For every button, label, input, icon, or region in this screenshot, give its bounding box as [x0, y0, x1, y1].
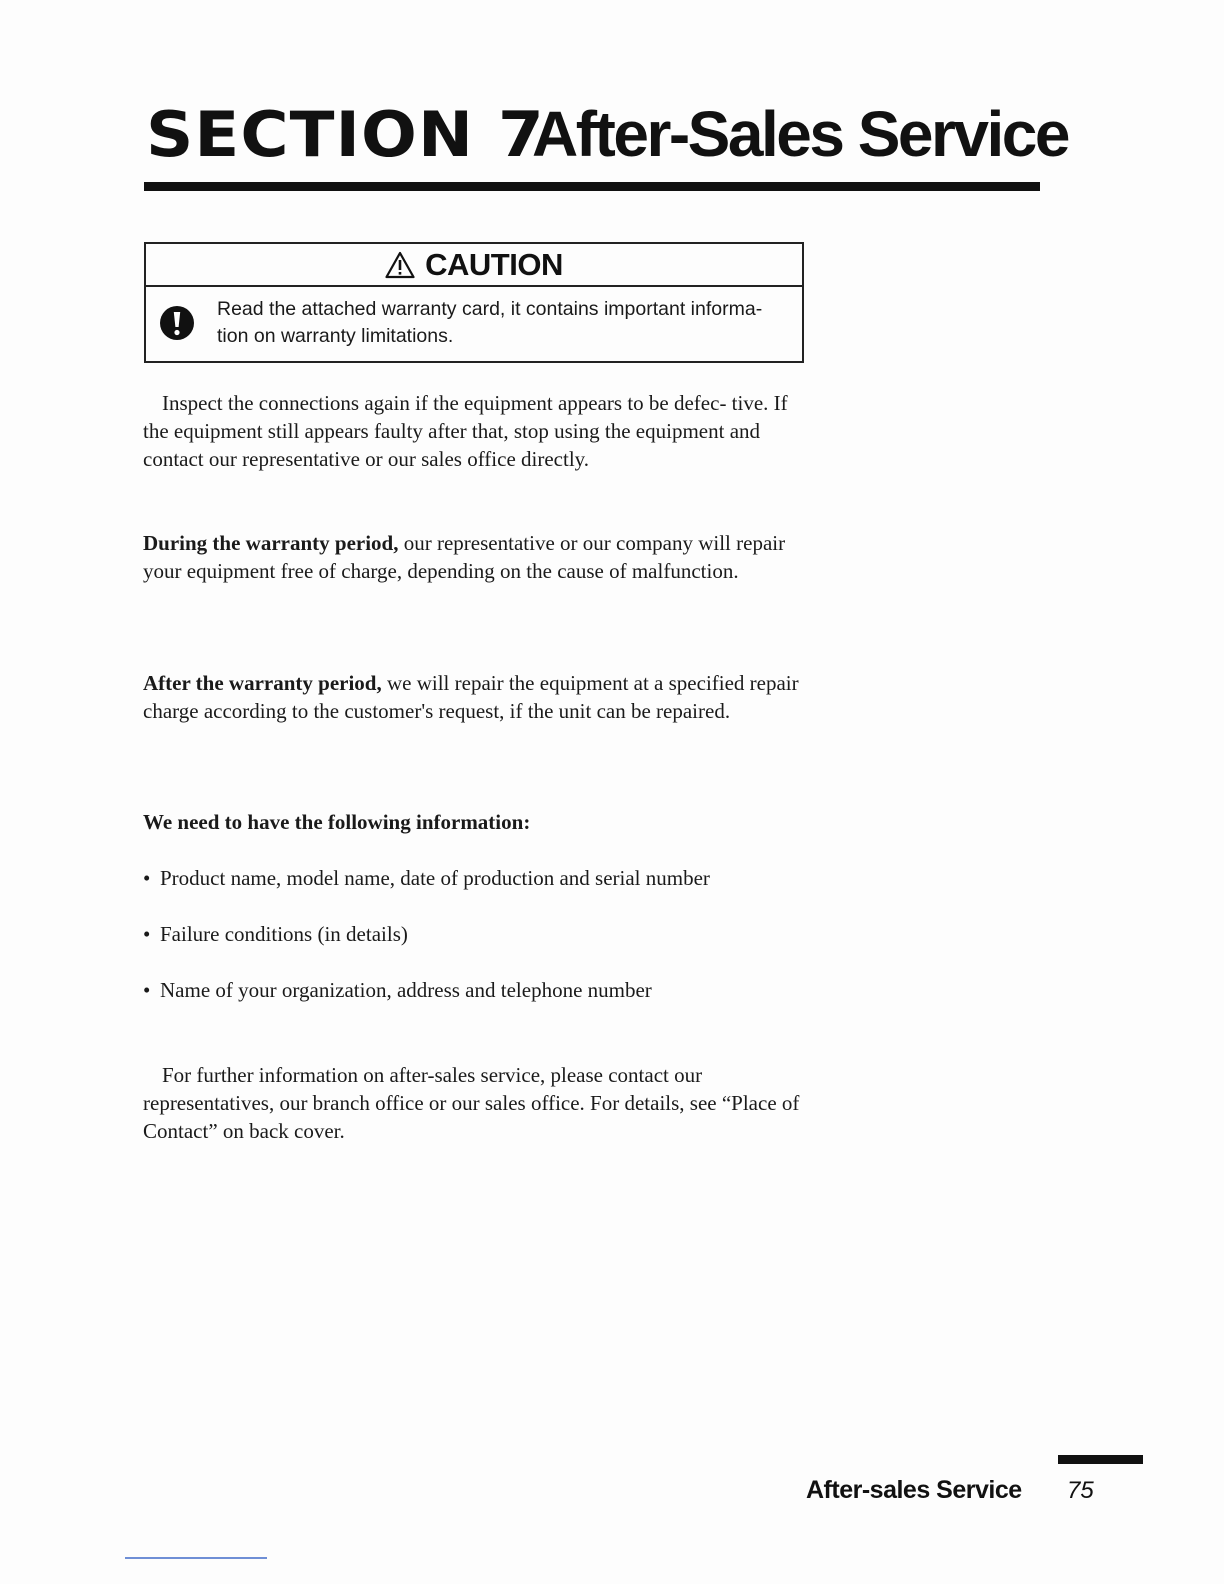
footer-rule: [1058, 1455, 1143, 1464]
info-heading: We need to have the following information:: [143, 810, 531, 834]
page-number: 75: [1067, 1477, 1094, 1504]
footer-title: After-sales Service: [806, 1476, 1022, 1504]
after-warranty-paragraph: [143, 669, 813, 725]
bullet-text: Failure conditions (in details): [160, 922, 408, 946]
list-item: [143, 920, 823, 948]
scan-mark: [125, 1557, 267, 1559]
caution-title: CAUTION: [425, 246, 563, 282]
caution-text: [217, 296, 797, 350]
title-rule: [144, 182, 1040, 191]
after-warranty-lead: After the warranty period,: [143, 671, 382, 695]
section-label: SECTION 7: [146, 98, 545, 171]
during-warranty-lead: During the warranty period,: [143, 531, 399, 555]
caution-line-1: Read the attached warranty card, it contains important informa-: [217, 298, 763, 320]
after-warranty-text: we will repair the equipment at a specified repair charge according to the customer's request, if the unit can be repaired.: [143, 671, 799, 723]
caution-header: [146, 244, 802, 287]
bullet-text: Name of your organization, address and telephone number: [160, 978, 652, 1002]
bullet-icon: •: [143, 922, 151, 946]
further-info-paragraph: For further information on after-sales service, please contact our representatives, our branch office or our sales office. For details, see “Place of Contact” on back cover.: [143, 1063, 800, 1143]
exclamation-circle-icon: [159, 305, 195, 341]
list-item: [143, 864, 823, 892]
bullet-icon: •: [143, 866, 151, 890]
warning-triangle-icon: [385, 251, 415, 279]
during-warranty-paragraph: [143, 529, 803, 585]
bullet-text: Product name, model name, date of production and serial number: [160, 866, 710, 890]
bullet-icon: •: [143, 978, 151, 1002]
during-warranty-text: our representative or our company will repair your equipment free of charge, depending on the cause of malfunction.: [143, 531, 786, 583]
section-title: [146, 98, 1068, 171]
section-name: After-Sales Service: [532, 98, 1068, 170]
inspect-paragraph: Inspect the connections again if the equipment appears to be defec- tive. If the equipment still appears faulty after that, stop using the equipment and contact our representative or our sales office directly.: [143, 391, 788, 471]
caution-line-2: tion on warranty limitations.: [217, 325, 454, 347]
list-item: [143, 976, 823, 1004]
caution-body: [146, 287, 802, 363]
caution-box: [144, 242, 804, 363]
